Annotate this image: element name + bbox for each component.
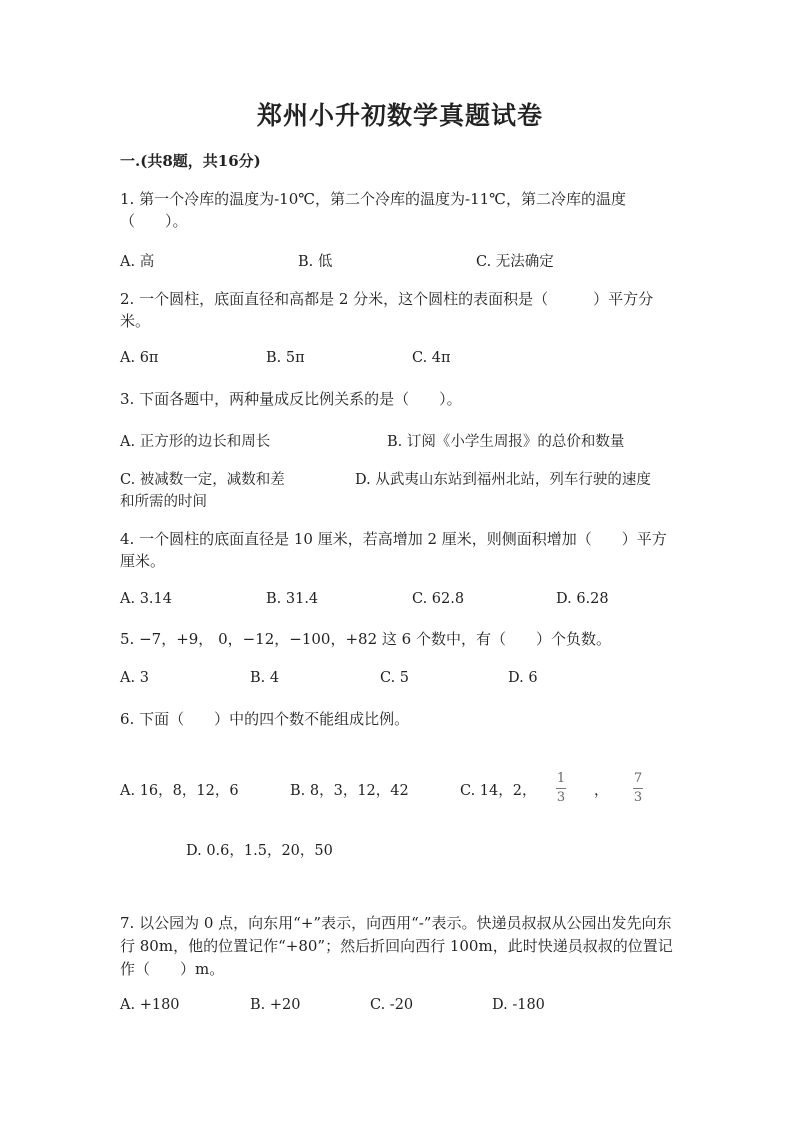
question-2: 2. 一个圆柱，底面直径和高都是 2 分米，这个圆柱的表面积是（ ）平方分米。 <box>120 290 654 330</box>
q3-option-a[interactable]: A. 正方形的边长和周长 <box>120 434 271 450</box>
q5-option-c[interactable]: C. 5 <box>380 670 410 686</box>
q3-option-c[interactable]: C. 被减数一定，减数和差 <box>120 472 285 488</box>
question-5: 5. −7，+9， 0，−12，−100，+82 这 6 个数中，有（ ）个负数。 <box>120 630 611 648</box>
fraction-denominator: 3 <box>556 790 566 805</box>
q7-option-d[interactable]: D. -180 <box>492 997 545 1013</box>
fraction-numerator: 7 <box>633 771 643 786</box>
section-heading: 一.(共8题，共16分) <box>120 152 261 170</box>
q2-option-a[interactable]: A. 6π <box>120 350 159 366</box>
question-6: 6. 下面（ ）中的四个数不能组成比例。 <box>120 710 410 728</box>
q6-fraction-1 <box>556 772 566 805</box>
q2-option-b[interactable]: B. 5π <box>266 350 305 366</box>
q6-option-b[interactable]: B. 8，3，12，42 <box>290 783 409 799</box>
q7-option-b[interactable]: B. +20 <box>250 997 301 1013</box>
fraction-numerator: 1 <box>556 771 566 786</box>
q7-option-a[interactable]: A. +180 <box>120 997 180 1013</box>
q6-comma: ， <box>594 783 609 799</box>
q4-option-c[interactable]: C. 62.8 <box>412 591 465 607</box>
fraction-bar <box>556 788 566 789</box>
q5-option-d[interactable]: D. 6 <box>508 670 538 686</box>
q5-option-b[interactable]: B. 4 <box>250 670 280 686</box>
q1-option-a[interactable]: A. 高 <box>120 254 155 270</box>
q4-option-b[interactable]: B. 31.4 <box>266 591 319 607</box>
q7-option-c[interactable]: C. -20 <box>370 997 414 1013</box>
question-4: 4. 一个圆柱的底面直径是 10 厘米，若高增加 2 厘米，则侧面积增加（ ）平方厘米。 <box>120 530 667 570</box>
question-3: 3. 下面各题中，两种量成反比例关系的是（ ）。 <box>120 390 462 408</box>
q6-option-c[interactable]: C. 14，2， <box>460 783 537 799</box>
q3-option-d[interactable]: D. 从武夷山东站到福州北站，列车行驶的速度 <box>355 472 651 488</box>
q3-option-d-continued: 和所需的时间 <box>120 494 207 510</box>
question-1: 1. 第一个冷库的温度为-10℃，第二个冷库的温度为-11℃，第二冷库的温度（ ）。 <box>120 190 626 230</box>
q1-option-b[interactable]: B. 低 <box>298 254 333 270</box>
q6-option-d[interactable]: D. 0.6，1.5，20，50 <box>186 843 333 859</box>
question-7: 7. 以公园为 0 点，向东用“+”表示，向西用“-”表示。快递员叔叔从公园出发先向东行 80m，他的位置记作“+80”；然后折回向西行 100m，此时快递员叔叔的位置记作（ ）m。 <box>120 914 673 978</box>
fraction-denominator: 3 <box>633 790 643 805</box>
q1-option-c[interactable]: C. 无法确定 <box>476 254 554 270</box>
q4-option-d[interactable]: D. 6.28 <box>556 591 609 607</box>
q6-fraction-2 <box>633 772 643 805</box>
q2-option-c[interactable]: C. 4π <box>412 350 451 366</box>
q3-option-b[interactable]: B. 订阅《小学生周报》的总价和数量 <box>387 434 625 450</box>
page-title: 郑州小升初数学真题试卷 <box>256 101 543 130</box>
fraction-bar <box>633 788 643 789</box>
q5-option-a[interactable]: A. 3 <box>120 670 149 686</box>
q4-option-a[interactable]: A. 3.14 <box>120 591 172 607</box>
q6-option-a[interactable]: A. 16，8，12，6 <box>120 783 239 799</box>
